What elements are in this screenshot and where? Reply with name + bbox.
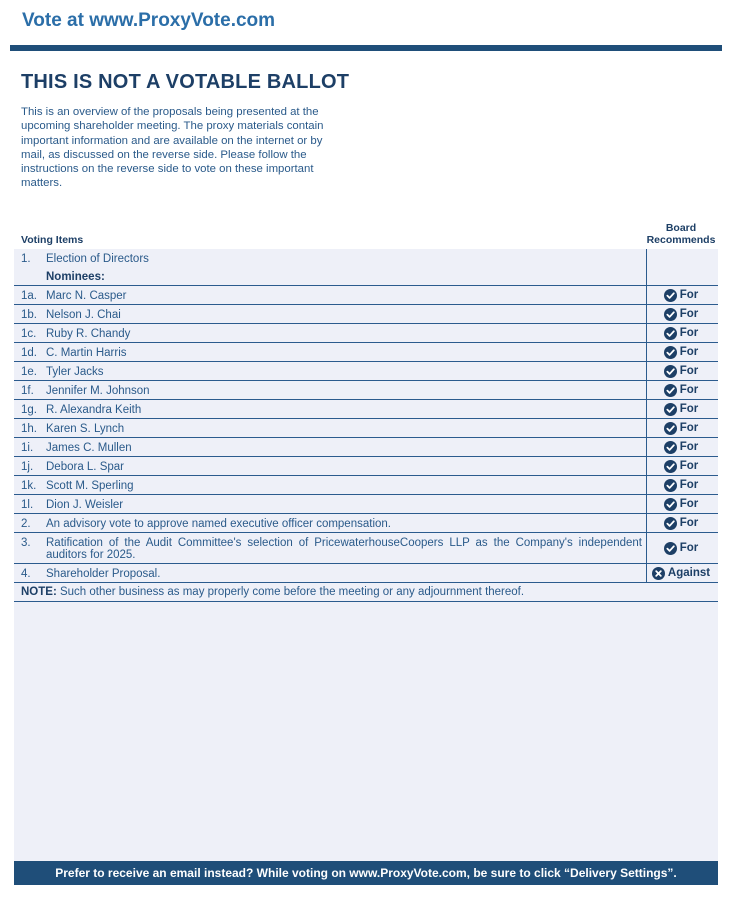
recommendation-label: Against bbox=[667, 567, 711, 579]
recommendation bbox=[664, 403, 699, 416]
board-recommendation-cell bbox=[646, 305, 719, 323]
item-description: C. Martin Harris bbox=[46, 347, 127, 359]
board-recommendation-cell bbox=[646, 476, 719, 494]
voting-item-row bbox=[14, 381, 718, 400]
check-circle-icon bbox=[664, 365, 677, 378]
voting-item-row bbox=[14, 419, 718, 438]
check-circle-icon bbox=[664, 460, 677, 473]
item-number: 1a. bbox=[21, 290, 37, 302]
item-description: R. Alexandra Keith bbox=[46, 404, 142, 416]
note-text: Such other business as may properly come before the meeting or any adjournment thereof. bbox=[56, 586, 525, 598]
check-circle-icon bbox=[664, 327, 677, 340]
item-description: Election of Directors bbox=[46, 253, 149, 265]
item-description: Jennifer M. Johnson bbox=[46, 385, 150, 397]
item-description: Shareholder Proposal. bbox=[46, 568, 161, 580]
item-number: 1i. bbox=[21, 442, 34, 454]
board-recommendation-cell bbox=[646, 343, 719, 361]
board-recommendation-cell bbox=[646, 419, 719, 437]
check-circle-icon bbox=[664, 479, 677, 492]
item-number: 1e. bbox=[21, 366, 37, 378]
board-recommendation-cell bbox=[646, 400, 719, 418]
page-title: THIS IS NOT A VOTABLE BALLOT bbox=[21, 71, 350, 93]
check-circle-icon bbox=[664, 384, 677, 397]
vote-link[interactable]: Vote at www.ProxyVote.com bbox=[22, 10, 276, 31]
board-recommendation-cell bbox=[646, 457, 719, 475]
recommendation-label: For bbox=[679, 384, 699, 396]
voting-item-row bbox=[14, 324, 718, 343]
recommendation-label: For bbox=[679, 517, 699, 529]
recommendation bbox=[664, 289, 699, 302]
recommendation bbox=[664, 327, 699, 340]
recommendation-label: For bbox=[679, 542, 699, 554]
item-number: 3. bbox=[21, 537, 31, 549]
recommendation-label: For bbox=[679, 308, 699, 320]
recommendation-label: For bbox=[679, 403, 699, 415]
voting-items-table bbox=[14, 249, 718, 602]
delivery-settings-banner: Prefer to receive an email instead? While voting on www.ProxyVote.com, be sure to click “Delivery Settings”. bbox=[14, 861, 718, 885]
recommendation bbox=[652, 567, 710, 580]
item-number: 1c. bbox=[21, 328, 37, 340]
board-recommendation-cell bbox=[646, 267, 719, 285]
voting-item-row bbox=[14, 564, 718, 583]
voting-item-row bbox=[14, 343, 718, 362]
recommendation bbox=[664, 542, 699, 555]
item-description: Marc N. Casper bbox=[46, 290, 127, 302]
recommendation-label: For bbox=[679, 479, 699, 491]
item-number: 4. bbox=[21, 568, 31, 580]
item-description: Dion J. Weisler bbox=[46, 499, 124, 511]
recommendation bbox=[664, 308, 699, 321]
recommendation-label: For bbox=[679, 498, 699, 510]
item-number: 1k. bbox=[21, 480, 37, 492]
recommendation bbox=[664, 422, 699, 435]
board-recommends-header bbox=[646, 223, 716, 246]
recommendation bbox=[664, 479, 699, 492]
board-recommendation-cell bbox=[646, 286, 719, 304]
item-description: Scott M. Sperling bbox=[46, 480, 134, 492]
check-circle-icon bbox=[664, 517, 677, 530]
x-circle-icon bbox=[652, 567, 665, 580]
voting-item-row bbox=[14, 362, 718, 381]
item-description: Tyler Jacks bbox=[46, 366, 104, 378]
item-number: 1d. bbox=[21, 347, 37, 359]
recommendation bbox=[664, 498, 699, 511]
board-recommends-line2: Recommends bbox=[646, 233, 716, 246]
recommendation-label: For bbox=[679, 441, 699, 453]
voting-item-row bbox=[14, 514, 718, 533]
item-description: Debora L. Spar bbox=[46, 461, 124, 473]
board-recommendation-cell bbox=[646, 362, 719, 380]
board-recommendation-cell bbox=[646, 514, 719, 532]
voting-item-row bbox=[14, 305, 718, 324]
item-description: Ratification of the Audit Committee's selection of PricewaterhouseCoopers LLP as the Company's independent auditors for 2025. bbox=[46, 537, 642, 561]
item-number: 1f. bbox=[21, 385, 34, 397]
board-recommendation-cell bbox=[646, 564, 719, 582]
item-description: An advisory vote to approve named executive officer compensation. bbox=[46, 518, 391, 530]
board-recommendation-cell bbox=[646, 381, 719, 399]
item-number: 1g. bbox=[21, 404, 37, 416]
item-description: Nominees: bbox=[46, 271, 105, 283]
item-description: Ruby R. Chandy bbox=[46, 328, 131, 340]
voting-rows bbox=[14, 249, 718, 583]
item-description: James C. Mullen bbox=[46, 442, 132, 454]
board-recommendation-cell bbox=[646, 495, 719, 513]
check-circle-icon bbox=[664, 289, 677, 302]
check-circle-icon bbox=[664, 542, 677, 555]
board-recommendation-cell bbox=[646, 438, 719, 456]
item-number: 1. bbox=[21, 253, 31, 265]
recommendation-label: For bbox=[679, 422, 699, 434]
recommendation bbox=[664, 365, 699, 378]
check-circle-icon bbox=[664, 498, 677, 511]
intro-paragraph: This is an overview of the proposals being presented at the upcoming shareholder meeting. The proxy materials contain important information and are available on the internet or by mail, as discussed on the reverse side. Please follow the instructions on the reverse side to vote on these important matters. bbox=[21, 106, 324, 190]
check-circle-icon bbox=[664, 441, 677, 454]
header-rule bbox=[10, 45, 722, 51]
voting-item-row bbox=[14, 495, 718, 514]
voting-item-row bbox=[14, 286, 718, 305]
recommendation-label: For bbox=[679, 460, 699, 472]
voting-item-row bbox=[14, 400, 718, 419]
voting-item-row bbox=[14, 249, 718, 267]
item-number: 1j. bbox=[21, 461, 34, 473]
recommendation bbox=[664, 441, 699, 454]
item-description: Karen S. Lynch bbox=[46, 423, 125, 435]
check-circle-icon bbox=[664, 403, 677, 416]
voting-item-row bbox=[14, 438, 718, 457]
recommendation bbox=[664, 384, 699, 397]
recommendation-label: For bbox=[679, 289, 699, 301]
item-number: 1b. bbox=[21, 309, 37, 321]
recommendation bbox=[664, 460, 699, 473]
voting-item-row bbox=[14, 267, 718, 286]
board-recommendation-cell bbox=[646, 533, 719, 563]
voting-item-row bbox=[14, 476, 718, 495]
check-circle-icon bbox=[664, 346, 677, 359]
voting-item-row bbox=[14, 533, 718, 564]
board-recommendation-cell bbox=[646, 324, 719, 342]
recommendation-label: For bbox=[679, 365, 699, 377]
voting-item-row bbox=[14, 457, 718, 476]
item-number: 1h. bbox=[21, 423, 37, 435]
item-description: Nelson J. Chai bbox=[46, 309, 121, 321]
item-number: 1l. bbox=[21, 499, 34, 511]
recommendation-label: For bbox=[679, 327, 699, 339]
recommendation bbox=[664, 346, 699, 359]
note-label: NOTE: bbox=[21, 586, 57, 598]
check-circle-icon bbox=[664, 422, 677, 435]
item-number: 2. bbox=[21, 518, 31, 530]
recommendation-label: For bbox=[679, 346, 699, 358]
check-circle-icon bbox=[664, 308, 677, 321]
note-row bbox=[14, 583, 718, 602]
voting-items-header: Voting Items bbox=[21, 234, 84, 246]
board-recommendation-cell bbox=[646, 249, 719, 267]
recommendation bbox=[664, 517, 699, 530]
board-recommends-line1: Board bbox=[665, 222, 697, 234]
